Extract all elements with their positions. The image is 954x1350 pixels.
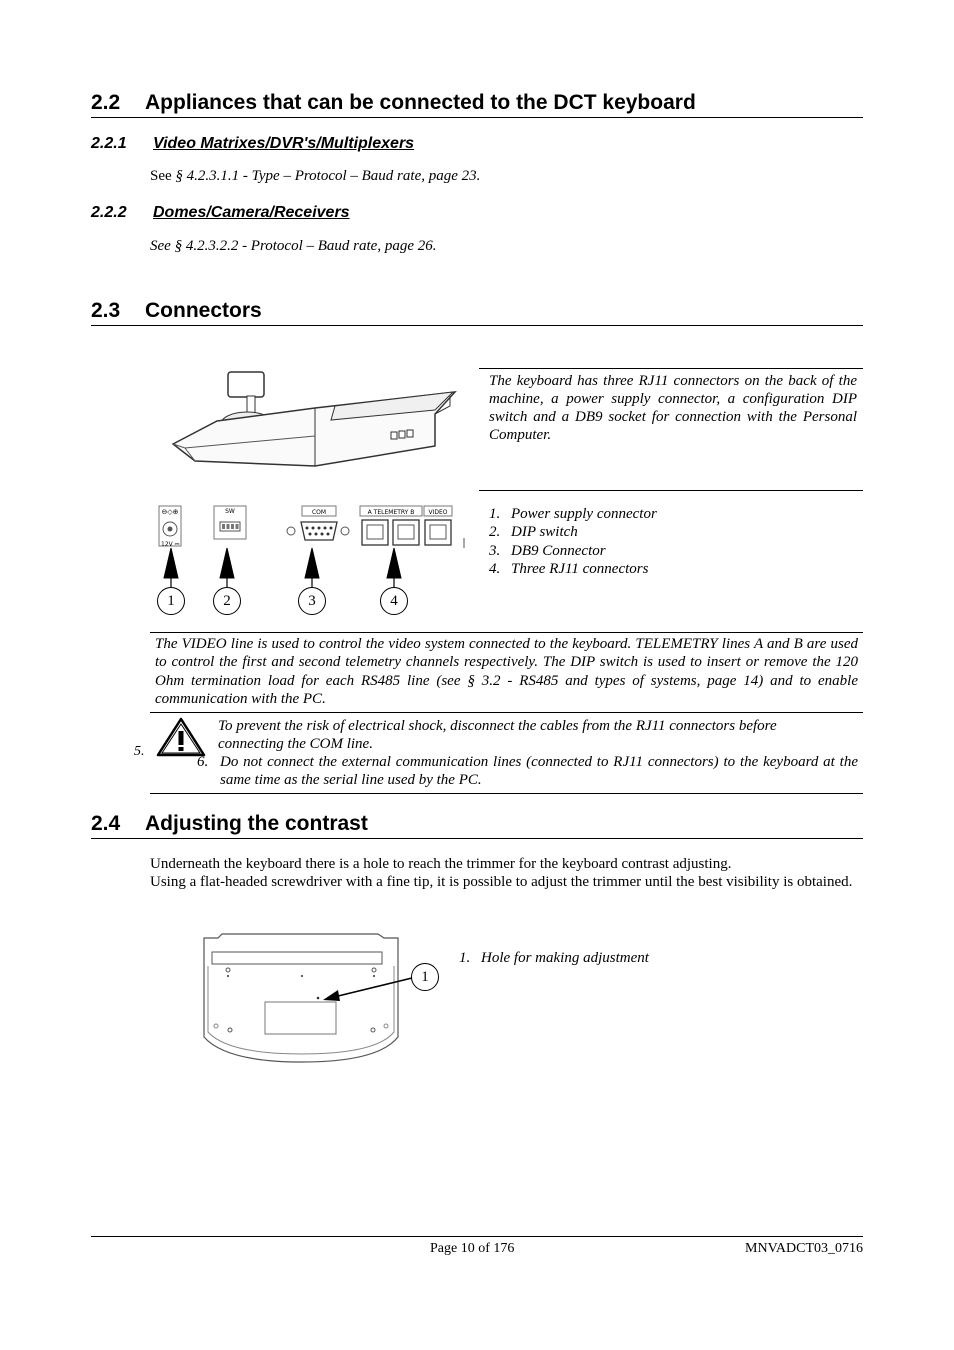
callout-hole: 1: [411, 963, 439, 991]
section-heading-2-4: [91, 811, 863, 839]
contrast-line-1: Underneath the keyboard there is a hole to reach the trimmer for the keyboard contrast adjusting.: [150, 856, 732, 872]
hole-legend: [459, 950, 649, 967]
section-number: 2.3: [91, 299, 121, 322]
divider: [150, 712, 863, 713]
section-number: 2.2: [91, 91, 121, 114]
list-item: 1. Power supply connector: [489, 506, 657, 522]
dip-switch-icon: [214, 506, 246, 539]
callout-1: 1: [157, 587, 185, 615]
section-title: Appliances that can be connected to the DCT keyboard: [145, 91, 696, 114]
subsection-number: 2.2.1: [91, 135, 127, 152]
section-heading-2-3: [91, 298, 863, 326]
section-number: 2.4: [91, 812, 121, 835]
subsection-heading-2-2-2: [91, 203, 350, 223]
see-text: See: [150, 168, 172, 184]
subsection-number: 2.2.2: [91, 204, 127, 221]
subsection-title: Domes/Camera/Receivers: [153, 204, 350, 221]
warning-number-5: 5.: [134, 744, 145, 759]
reference-2-2-2: See § 4.2.3.2.2 - Protocol – Baud rate, page 26.: [150, 238, 437, 254]
callout-arrow: [320, 975, 420, 1005]
warning-text-2: Do not connect the external communication lines (connected to RJ11 connectors) to the keyboard at the same time as the serial line used by the PC.: [220, 754, 858, 788]
callout-4: 4: [380, 587, 408, 615]
rj11-connectors-icon: [360, 506, 452, 545]
reference-link: § 4.2.3.1.1 - Type – Protocol – Baud rate, page 23.: [175, 168, 481, 184]
callout-3: 3: [298, 587, 326, 615]
warning-icon: [155, 716, 207, 758]
section-heading-2-2: [91, 90, 863, 118]
volt-label: 12V ⎓: [161, 541, 180, 548]
divider: [479, 368, 863, 369]
divider: [479, 490, 863, 491]
legend-text: Hole for making adjustment: [481, 950, 649, 966]
callout-arrows: [164, 548, 401, 587]
subsection-heading-2-2-1: [91, 134, 414, 154]
contrast-paragraph: [150, 855, 863, 891]
page-number: Page 10 of 176: [430, 1241, 515, 1256]
divider: [150, 793, 863, 794]
sw-label: SW: [225, 508, 235, 515]
contrast-line-2: Using a flat-headed screwdriver with a fine tip, it is possible to adjust the trimmer until the best visibility is obtained.: [150, 874, 853, 890]
list-item: 2. DIP switch: [489, 524, 578, 541]
power-connector-icon: [159, 506, 181, 548]
section-title: Connectors: [145, 299, 262, 322]
svg-text:⊖◇⊕: ⊖◇⊕: [161, 508, 179, 516]
section-title: Adjusting the contrast: [145, 812, 368, 835]
warning-text-1: To prevent the risk of electrical shock, disconnect the cables from the RJ11 connectors before connecting the COM line.: [218, 718, 777, 752]
document-code: MNVADCT03_0716: [745, 1241, 863, 1256]
connector-legend: [489, 505, 657, 578]
legend-number: 1.: [459, 950, 471, 966]
keyboard-illustration: [165, 366, 460, 474]
connectors-intro: The keyboard has three RJ11 connectors on the back of the machine, a power supply connector, a configuration DIP switch and a DB9 socket for connection with the Personal Computer.: [489, 373, 857, 443]
db9-connector-icon: [287, 506, 349, 540]
warning-number-6: 6.: [197, 754, 209, 770]
divider: [150, 632, 863, 633]
footer-divider: [91, 1236, 863, 1237]
subsection-title: Video Matrixes/DVR's/Multiplexers: [153, 135, 415, 152]
list-item: 3. DB9 Connector: [489, 542, 606, 559]
video-label: VIDEO: [428, 509, 448, 516]
reference-2-2-1: [150, 167, 480, 185]
com-label: COM: [311, 509, 327, 516]
telemetry-label: A TELEMETRY B: [367, 509, 415, 516]
connectors-paragraph: The VIDEO line is used to control the video system connected to the keyboard. TELEMETRY lines A and B are used to control the first and second telemetry channels respectively. The DIP switch is used to insert or remove the 120 Ohm termination load for each RS485 line (see § 3.2 - RS485 and types of systems, page 14) and to enable communication with the PC.: [155, 636, 858, 707]
list-item: 4. Three RJ11 connectors: [489, 560, 649, 577]
callout-2: 2: [213, 587, 241, 615]
